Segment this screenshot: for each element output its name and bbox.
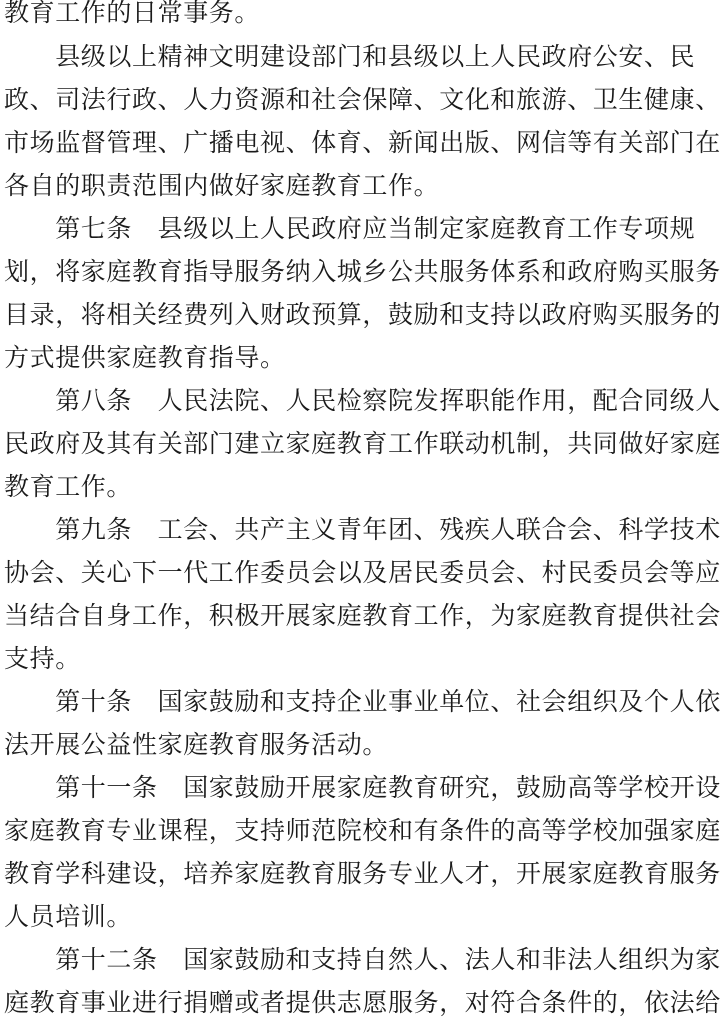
text-line: 第七条 县级以上人民政府应当制定家庭教育工作专项规 [4,214,696,243]
text-line: 方式提供家庭教育指导。 [4,343,286,372]
text-line: 第十二条 国家鼓励和支持自然人、法人和非法人组织为家 [4,945,721,974]
text-line: 协会、关心下一代工作委员会以及居民委员会、村民委员会等应 [4,558,721,587]
document-body [4,0,721,1020]
text-line: 市场监督管理、广播电视、体育、新闻出版、网信等有关部门在 [4,128,721,157]
text-line: 第八条 人民法院、人民检察院发挥职能作用，配合同级人 [4,386,721,415]
text-line: 教育学科建设，培养家庭教育服务专业人才，开展家庭教育服务 [4,859,721,888]
text-line: 人员培训。 [4,902,133,931]
text-line: 支持。 [4,644,81,673]
text-line: 划，将家庭教育指导服务纳入城乡公共服务体系和政府购买服务 [4,257,721,286]
text-line: 第十一条 国家鼓励开展家庭教育研究，鼓励高等学校开设 [4,773,721,802]
text-line: 家庭教育专业课程，支持师范院校和有条件的高等学校加强家庭 [4,816,721,845]
text-line: 民政府及其有关部门建立家庭教育工作联动机制，共同做好家庭 [4,429,721,458]
text-line: 各自的职责范围内做好家庭教育工作。 [4,171,440,200]
text-line: 第十条 国家鼓励和支持企业事业单位、社会组织及个人依 [4,687,721,716]
text-line: 目录，将相关经费列入财政预算，鼓励和支持以政府购买服务的 [4,300,721,329]
text-line: 教育工作的日常事务。 [4,0,261,27]
text-line: 政、司法行政、人力资源和社会保障、文化和旅游、卫生健康、 [4,85,721,114]
text-line: 教育工作。 [4,472,133,501]
text-line: 法开展公益性家庭教育服务活动。 [4,730,389,759]
text-line: 庭教育事业进行捐赠或者提供志愿服务，对符合条件的，依法给 [4,988,721,1017]
text-line: 第九条 工会、共产主义青年团、残疾人联合会、科学技术 [4,515,721,544]
text-line: 县级以上精神文明建设部门和县级以上人民政府公安、民 [4,42,696,71]
text-line: 当结合自身工作，积极开展家庭教育工作，为家庭教育提供社会 [4,601,721,630]
